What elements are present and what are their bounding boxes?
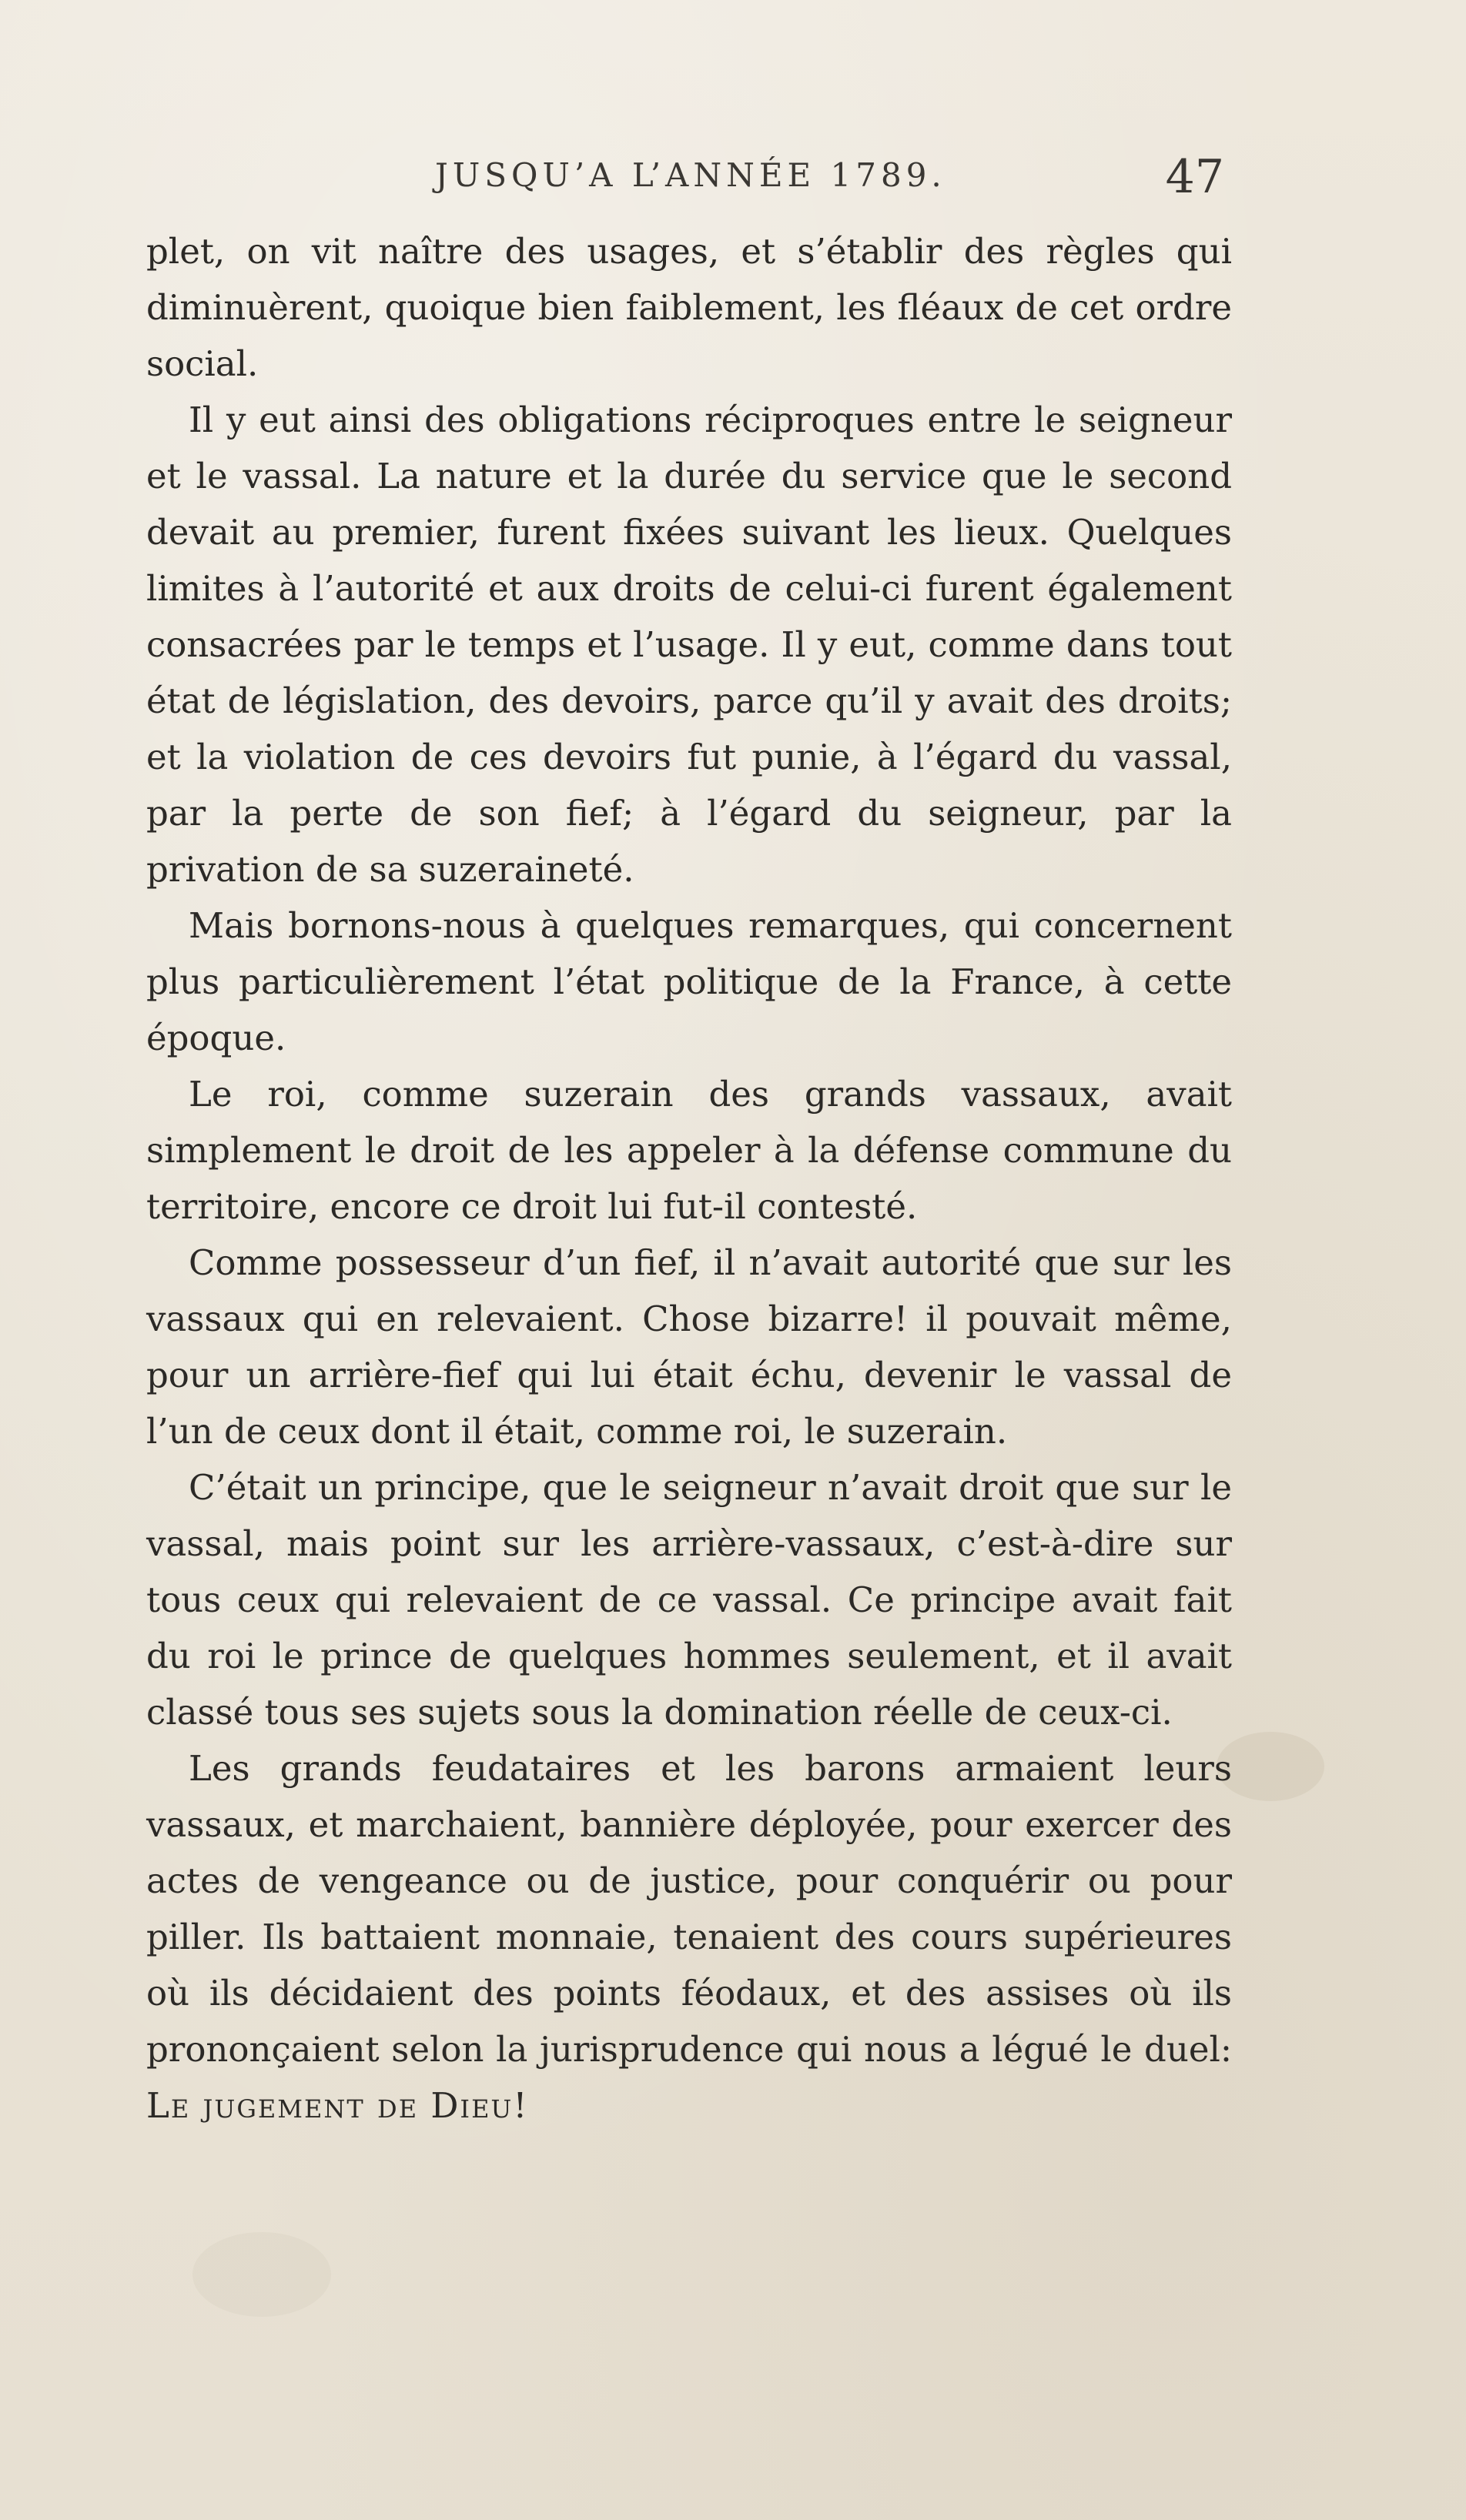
- paragraph: [146, 1740, 1232, 2134]
- body-text: [146, 223, 1232, 2134]
- paragraph: plet, on vit naître des usages, et s’établir des règles qui diminuèrent, quoique bien faiblement, les fléaux de cet ordre social.: [146, 231, 1232, 384]
- paragraph: Il y eut ainsi des obligations réciproques entre le seigneur et le vassal. La nature et la durée du service que le second devait au premier, furent fixées suivant les lieux. Quelques limites à l’autorité et aux droits de celui-ci furent également consacrées par le temps et l’usage. Il y eut, comme dans tout état de législation, des devoirs, parce qu’il y avait des droits; et la violation de ces devoirs fut punie, à l’égard du vassal, par la perte de son fief; à l’égard du seigneur, par la privation de sa suzeraineté.: [146, 399, 1232, 890]
- paragraph: Comme possesseur d’un fief, il n’avait autorité que sur les vassaux qui en relevaient. Chose bizarre! il pouvait même, pour un arrière-fief qui lui était échu, devenir le vassal de l’un de ceux dont il était, comme roi, le suzerain.: [146, 1242, 1232, 1452]
- running-title: JUSQU’A L’ANNÉE 1789.: [435, 156, 946, 194]
- running-head: [146, 150, 1232, 212]
- paragraph-text: Les grands feudataires et les barons armaient leurs vassaux, et marchaient, bannière déployée, pour exercer des actes de vengeance ou de justice, pour conquérir ou pour piller. Ils battaient monnaie, tenaient des cours supérieures où ils décidaient des points féodaux, et des assises où ils prononçaient selon la jurisprudence qui nous a légué le duel:: [146, 1748, 1232, 2070]
- paper-stain: [1217, 1732, 1324, 1801]
- smallcaps-phrase: Le jugement de Dieu!: [146, 2085, 529, 2126]
- paragraph: Mais bornons-nous à quelques remarques, qui concernent plus particulièrement l’état politique de la France, à cette époque.: [146, 905, 1232, 1058]
- page-number: 47: [1165, 150, 1224, 204]
- paragraph: Le roi, comme suzerain des grands vassaux, avait simplement le droit de les appeler à la défense commune du territoire, encore ce droit lui fut-il contesté.: [146, 1074, 1232, 1227]
- paper-stain: [192, 2232, 331, 2317]
- paragraph: C’était un principe, que le seigneur n’avait droit que sur le vassal, mais point sur les arrière-vassaux, c’est-à-dire sur tous ceux qui relevaient de ce vassal. Ce principe avait fait du roi le prince de quelques hommes seulement, et il avait classé tous ses sujets sous la domination réelle de ceux-ci.: [146, 1467, 1232, 1733]
